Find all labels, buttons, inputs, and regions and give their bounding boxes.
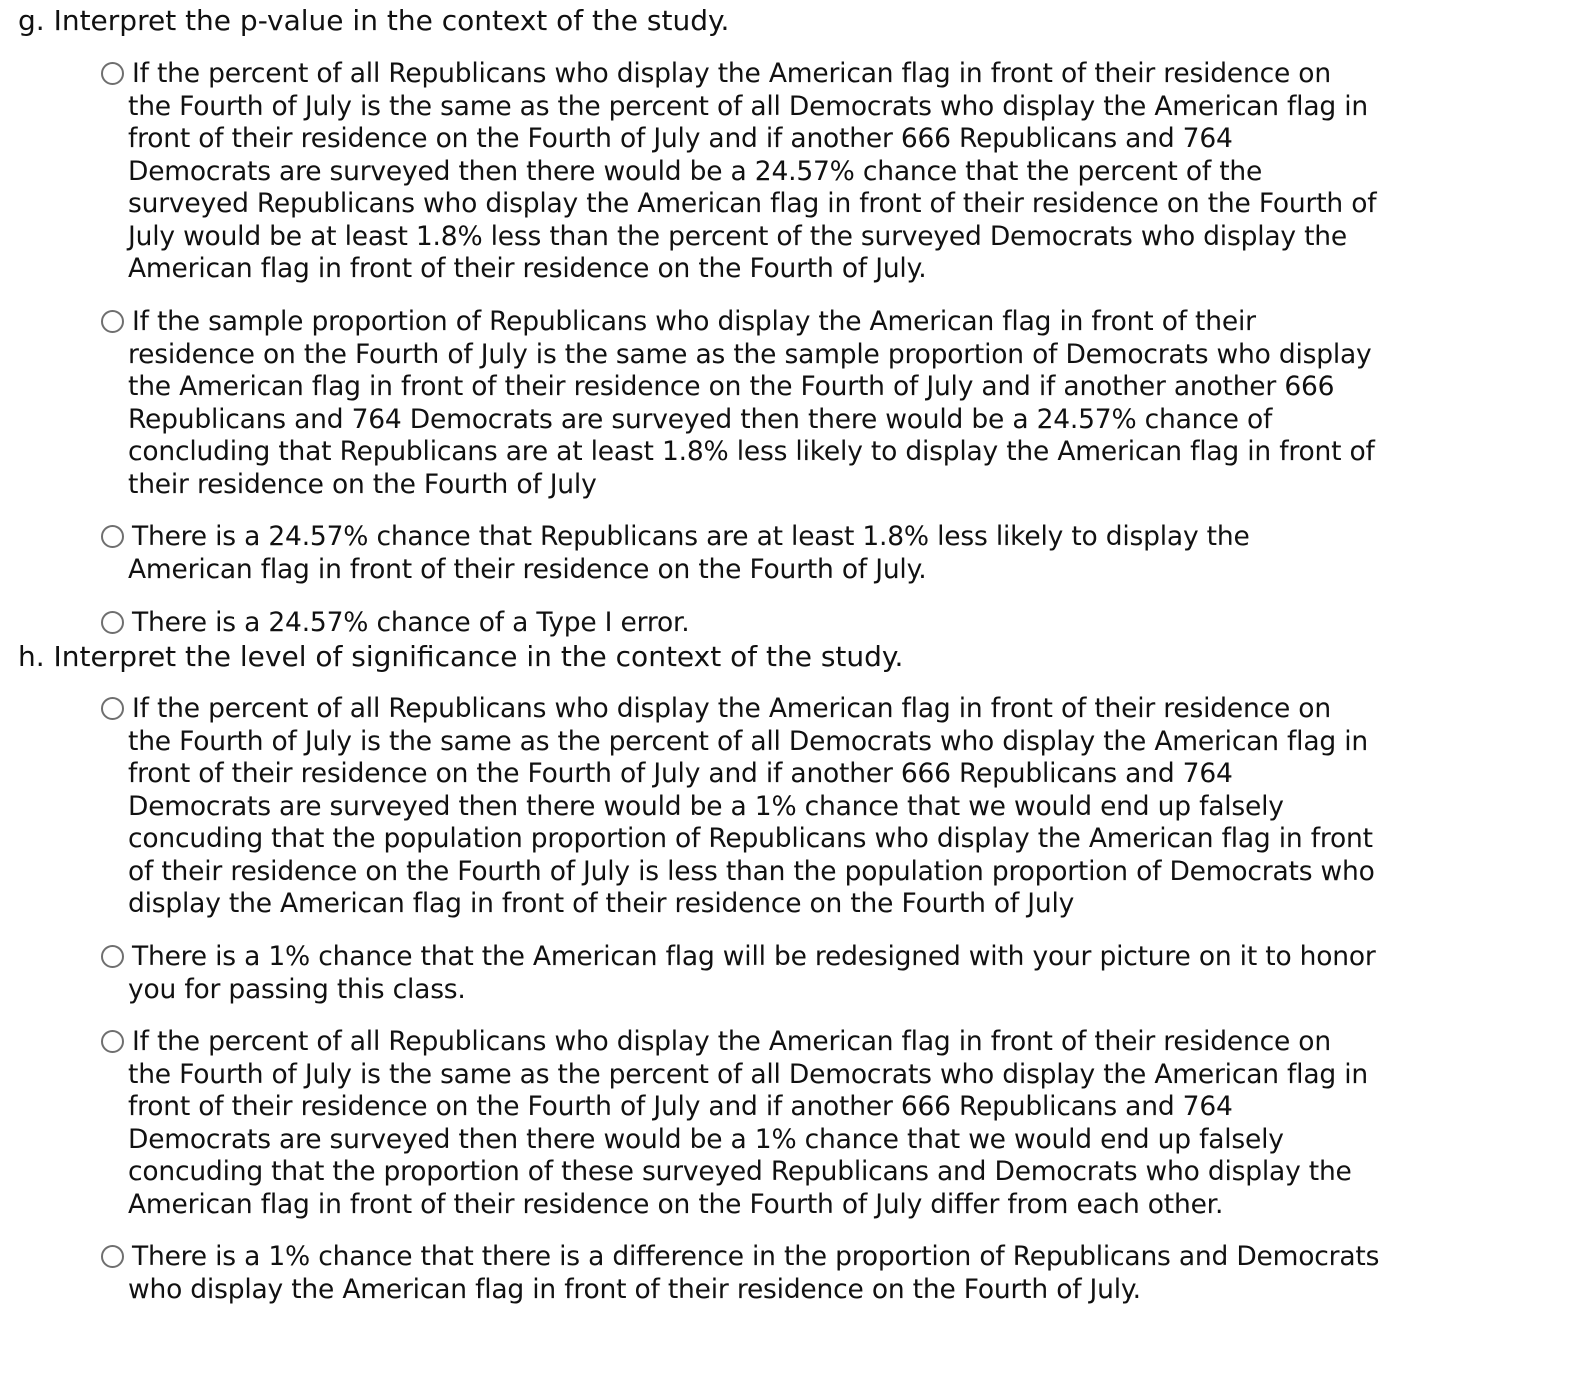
question-h-option-3[interactable] xyxy=(101,1026,1381,1221)
question-h-option-2[interactable] xyxy=(101,941,1381,1006)
question-h-option-1[interactable] xyxy=(101,693,1381,921)
radio-button-icon[interactable] xyxy=(101,62,124,85)
option-text: There is a 24.57% chance that Republicans are at least 1.8% less likely to display the American flag in front of their residence on the Fourth of July. xyxy=(128,521,1250,585)
option-text: If the percent of all Republicans who display the American flag in front of their residence on the Fourth of July is the same as the percent of all Democrats who display the American flag in front of their residence on the Fourth of July and if another 666 Republicans and 764 Democrats are surveyed then there would be a 24.57% chance that the percent of the surveyed Republicans who display the American flag in front of their residence on the Fourth of July would be at least 1.8% less than the percent of the surveyed Democrats who display the American flag in front of their residence on the Fourth of July. xyxy=(128,58,1377,284)
question-g-option-4[interactable] xyxy=(101,607,1381,640)
option-text: If the percent of all Republicans who display the American flag in front of their residence on the Fourth of July is the same as the percent of all Democrats who display the American flag in front of their residence on the Fourth of July and if another 666 Republicans and 764 Democrats are surveyed then there would be a 1% chance that we would end up falsely concuding that the population proportion of Republicans who display the American flag in front of their residence on the Fourth of July is less than the population proportion of Democrats who display the American flag in front of their residence on the Fourth of July xyxy=(128,693,1375,919)
option-text: There is a 1% chance that there is a difference in the proportion of Republicans and Democrats who display the American flag in front of their residence on the Fourth of July. xyxy=(128,1241,1380,1305)
radio-button-icon[interactable] xyxy=(101,310,124,333)
question-h-option-4[interactable] xyxy=(101,1241,1381,1306)
option-text: If the percent of all Republicans who display the American flag in front of their residence on the Fourth of July is the same as the percent of all Democrats who display the American flag in front of their residence on the Fourth of July and if another 666 Republicans and 764 Democrats are surveyed then there would be a 1% chance that we would end up falsely concuding that the proportion of these surveyed Republicans and Democrats who display the American flag in front of their residence on the Fourth of July differ from each other. xyxy=(128,1026,1368,1220)
radio-button-icon[interactable] xyxy=(101,697,124,720)
radio-button-icon[interactable] xyxy=(101,1245,124,1268)
question-g-option-3[interactable] xyxy=(101,521,1381,586)
option-text: There is a 1% chance that the American flag will be redesigned with your picture on it to honor you for passing this class. xyxy=(128,941,1376,1005)
radio-button-icon[interactable] xyxy=(101,1030,124,1053)
option-text: If the sample proportion of Republicans who display the American flag in front of their residence on the Fourth of July is the same as the sample proportion of Democrats who display the American flag in front of their residence on the Fourth of July and if another another 666 Republicans and 764 Democrats are surveyed then there would be a 24.57% chance of concluding that Republicans are at least 1.8% less likely to display the American flag in front of their residence on the Fourth of July xyxy=(128,306,1375,500)
question-g-label: g. Interpret the p-value in the context of the study. xyxy=(18,4,730,37)
radio-button-icon[interactable] xyxy=(101,611,124,634)
radio-button-icon[interactable] xyxy=(101,525,124,548)
option-text: There is a 24.57% chance of a Type I error. xyxy=(132,607,690,638)
radio-button-icon[interactable] xyxy=(101,945,124,968)
question-g-option-2[interactable] xyxy=(101,306,1381,501)
question-g-option-1[interactable] xyxy=(101,58,1381,286)
question-h-label: h. Interpret the level of significance in the context of the study. xyxy=(18,640,904,673)
